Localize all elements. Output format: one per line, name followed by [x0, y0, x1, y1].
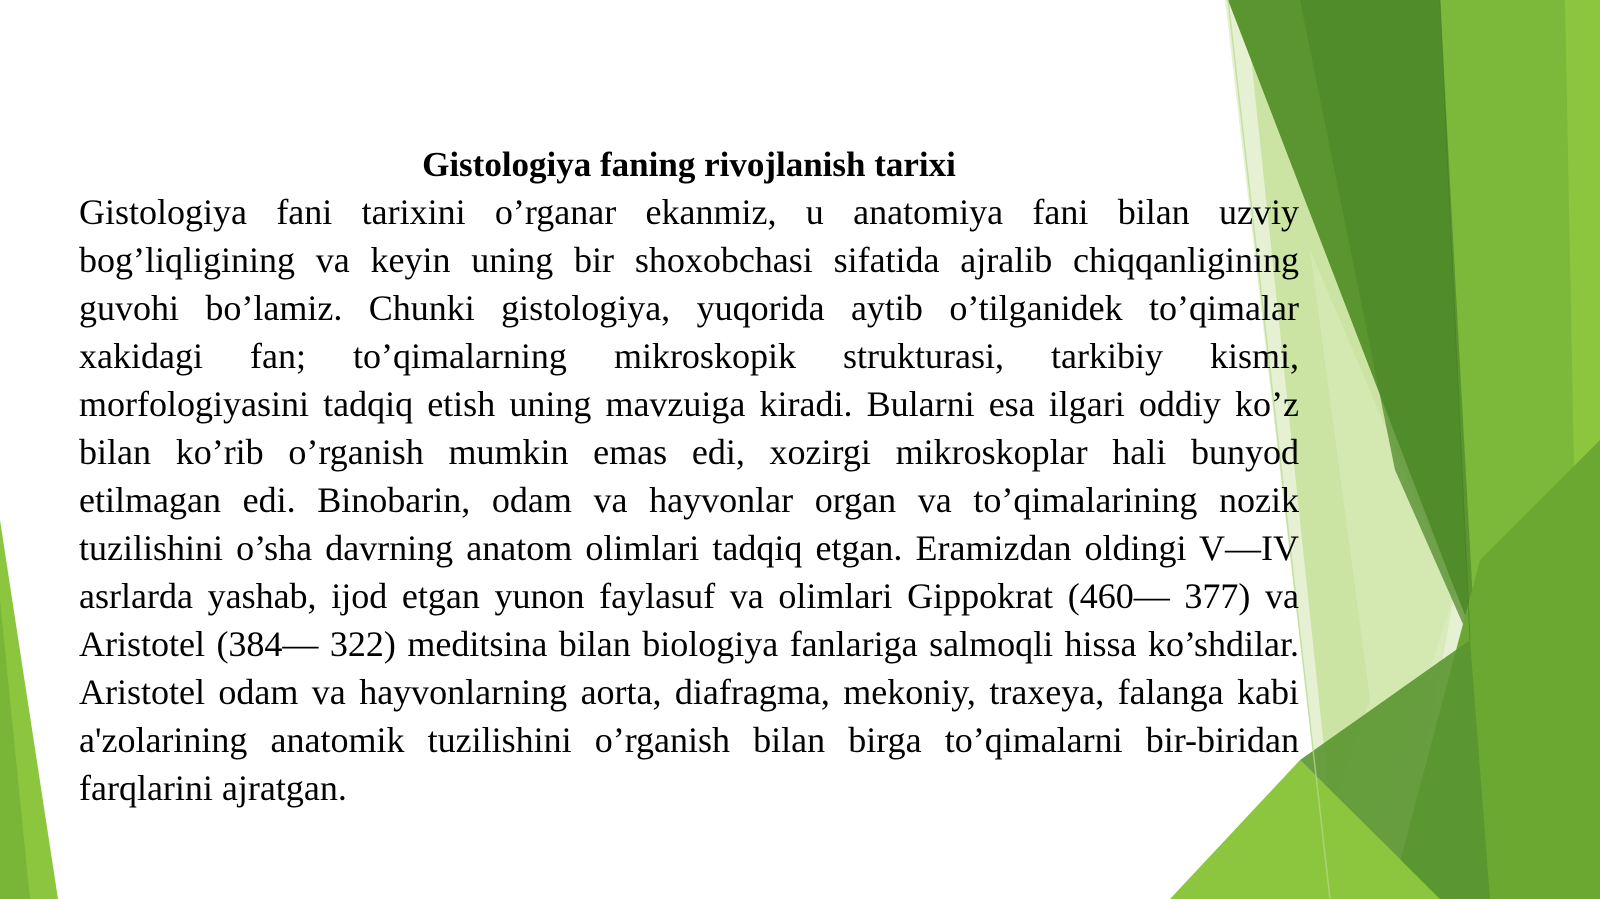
slide-content [79, 142, 1299, 812]
slide-title: Gistologiya faning rivojlanish tarixi [422, 145, 956, 184]
slide-body-paragraph: Gistologiya fani tarixini o’rganar ekanmiz, u anatomiya fani bilan uzviy bog’liqligining va keyin uning bir shoxobchasi sifatida ajralib chiqqanligining guvohi bo’lamiz. Chunki gistologiya, yuqorida aytib o’tilganidek to’qimalar xakidagi fan; to’qimalarning mikroskopik strukturasi, tarkibiy kismi, morfologiyasini tadqiq etish uning mavzuiga kiradi. Bularni esa ilgari oddiy ko’z bilan ko’rib o’rganish mumkin emas edi, xozirgi mikroskoplar hali bunyod etilmagan edi. Binobarin, odam va hayvonlar organ va to’qimalarining nozik tuzilishini o’sha davrning anatom olimlari tadqiq etgan. Eramizdan oldingi V—IV asrlarda yashab, ijod etgan yunon faylasuf va olimlari Gippokrat (460— 377) va Aristotel (384— 322) meditsina bilan biologiya fanlariga salmoqli hissa ko’shdilar. Aristotel odam va hayvonlarning aorta, diafragma, mekoniy, traxeya, falanga kabi a'zolarining anatomik tuzilishini o’rganish bilan birga to’qimalarni bir-biridan farqlarini ajratgan. [79, 192, 1299, 808]
